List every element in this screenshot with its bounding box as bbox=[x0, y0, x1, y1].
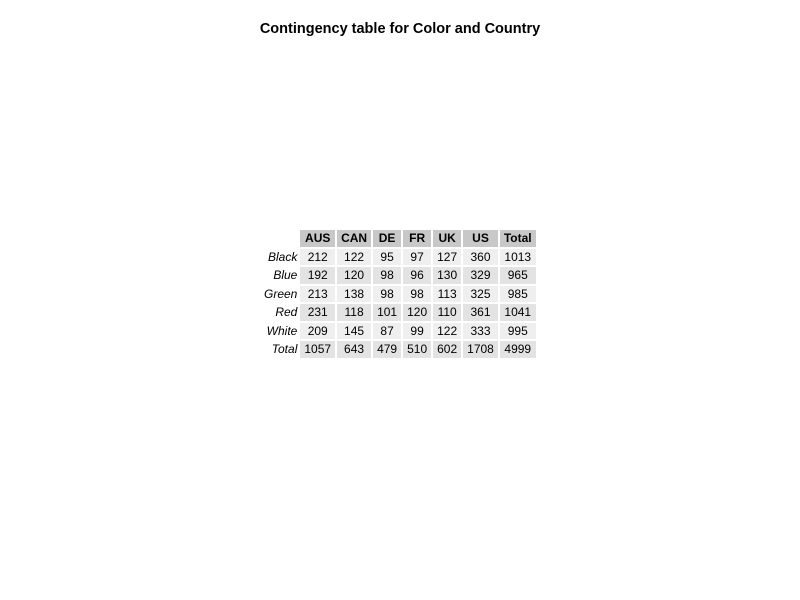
table-cell: 87 bbox=[373, 323, 401, 340]
table-cell: 118 bbox=[337, 304, 371, 321]
column-header-can: CAN bbox=[337, 230, 371, 247]
table-cell-total: 965 bbox=[500, 267, 536, 284]
row-header-green: Green bbox=[264, 286, 298, 301]
table-cell-total: 985 bbox=[500, 286, 536, 303]
table-row-blue bbox=[260, 267, 536, 284]
table-cell: 96 bbox=[403, 267, 431, 284]
table-cell: 120 bbox=[403, 304, 431, 321]
table-row-white bbox=[260, 323, 536, 340]
table-cell: 98 bbox=[403, 286, 431, 303]
table-row-total bbox=[260, 341, 536, 358]
table-cell: 97 bbox=[403, 249, 431, 266]
table-cell: 329 bbox=[463, 267, 498, 284]
table-cell: 212 bbox=[300, 249, 335, 266]
table-cell: 113 bbox=[433, 286, 461, 303]
table-cell: 643 bbox=[337, 341, 371, 358]
column-header-fr: FR bbox=[403, 230, 431, 247]
column-header-us: US bbox=[463, 230, 498, 247]
table-cell: 145 bbox=[337, 323, 371, 340]
table-cell: 99 bbox=[403, 323, 431, 340]
table-cell: 1057 bbox=[300, 341, 335, 358]
table-cell-total: 1041 bbox=[500, 304, 536, 321]
table-cell: 95 bbox=[373, 249, 401, 266]
header-row bbox=[260, 230, 536, 247]
column-header-aus: AUS bbox=[300, 230, 335, 247]
table-cell: 120 bbox=[337, 267, 371, 284]
table-row-green bbox=[260, 286, 536, 303]
row-header-white: White bbox=[266, 323, 298, 338]
table-cell: 231 bbox=[300, 304, 335, 321]
column-header-uk: UK bbox=[433, 230, 461, 247]
table-cell: 98 bbox=[373, 267, 401, 284]
table-cell: 510 bbox=[403, 341, 431, 358]
contingency-table bbox=[258, 228, 538, 360]
table-cell: 110 bbox=[433, 304, 461, 321]
chart-title: Contingency table for Color and Country bbox=[259, 21, 541, 37]
table-cell: 213 bbox=[300, 286, 335, 303]
table-cell: 479 bbox=[373, 341, 401, 358]
row-header-black: Black bbox=[268, 249, 298, 264]
table-cell: 1708 bbox=[463, 341, 498, 358]
table-cell: 98 bbox=[373, 286, 401, 303]
table-cell: 325 bbox=[463, 286, 498, 303]
table-cell-total: 1013 bbox=[500, 249, 536, 266]
column-header-de: DE bbox=[373, 230, 401, 247]
row-header-blue: Blue bbox=[273, 268, 298, 283]
table-cell: 122 bbox=[337, 249, 371, 266]
table-cell: 127 bbox=[433, 249, 461, 266]
table-cell: 602 bbox=[433, 341, 461, 358]
table-row-black bbox=[260, 249, 536, 266]
table-cell: 192 bbox=[300, 267, 335, 284]
table-cell: 122 bbox=[433, 323, 461, 340]
row-header-total: Total bbox=[271, 342, 298, 357]
column-header-total: Total bbox=[500, 230, 536, 247]
table-cell: 138 bbox=[337, 286, 371, 303]
table-cell: 209 bbox=[300, 323, 335, 340]
table-row-red bbox=[260, 304, 536, 321]
row-header-red: Red bbox=[275, 305, 298, 320]
corner-cell bbox=[260, 230, 298, 247]
table-cell-total: 995 bbox=[500, 323, 536, 340]
table-cell: 101 bbox=[373, 304, 401, 321]
table-cell: 130 bbox=[433, 267, 461, 284]
table-cell: 360 bbox=[463, 249, 498, 266]
table-cell: 361 bbox=[463, 304, 498, 321]
table-cell: 333 bbox=[463, 323, 498, 340]
table-cell-total: 4999 bbox=[500, 341, 536, 358]
